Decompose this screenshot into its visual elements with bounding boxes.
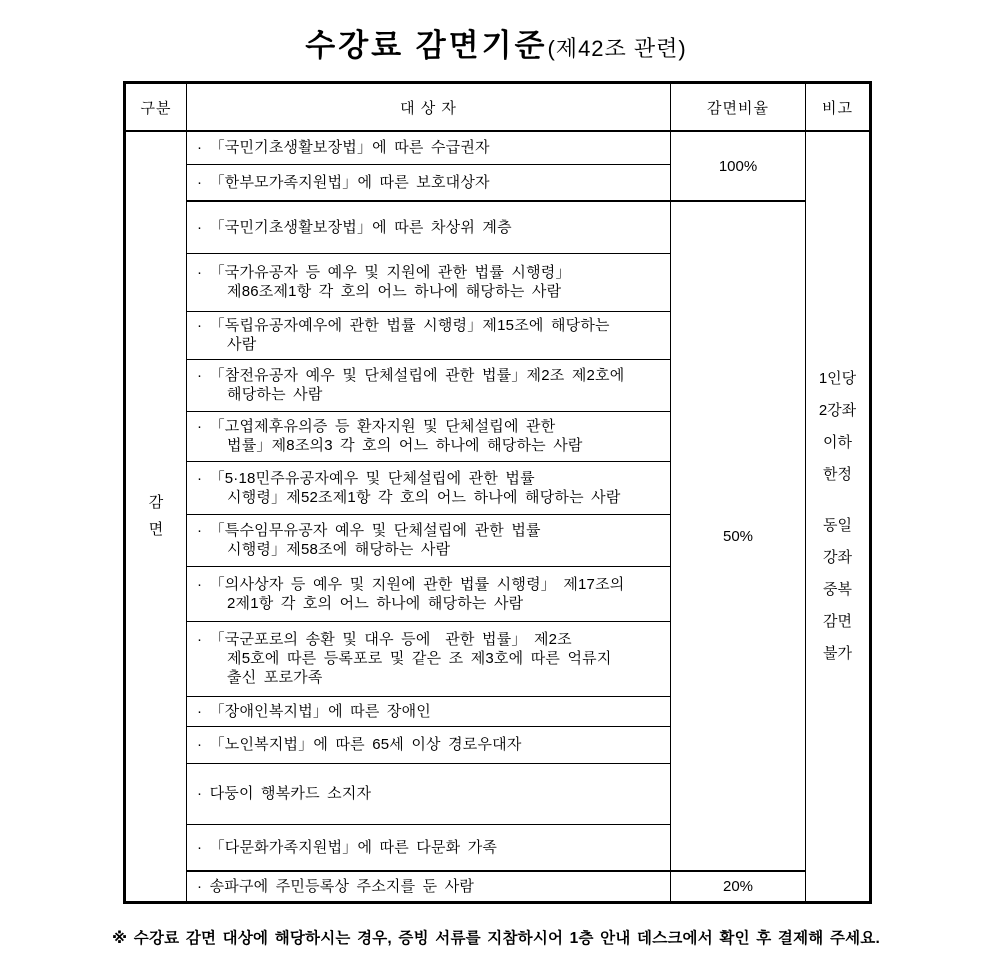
- note-line: 불가: [823, 644, 852, 662]
- table-row: [125, 201, 871, 253]
- target-cell: [187, 871, 671, 902]
- target-cell: [187, 824, 671, 871]
- target-cell: [187, 411, 671, 461]
- note-limit-group: [806, 363, 869, 491]
- target-line: 제5호에 따른 등록포로 및 같은 조 제3호에 따른 억류지: [227, 650, 612, 667]
- title-main: 수강료 감면기준: [305, 28, 548, 63]
- rate-cell-100: 100%: [671, 131, 806, 201]
- header-row: [125, 83, 871, 132]
- footnote: ※ 수강료 감면 대상에 해당하시는 경우, 증빙 서류를 지참하시어 1층 안내 데스크에서 확인 후 결제해 주세요.: [112, 929, 880, 947]
- target-cell: [187, 311, 671, 359]
- target-cell: [187, 763, 671, 824]
- target-line: · 다둥이 행복카드 소지자: [197, 785, 372, 802]
- category-cell: [125, 131, 187, 902]
- target-line: · 송파구에 주민등록상 주소지를 둔 사람: [197, 877, 475, 895]
- category-char: 감: [148, 494, 164, 512]
- note-line: 이하: [823, 433, 852, 451]
- target-line: 해당하는 사람: [227, 386, 323, 403]
- category-char: 면: [148, 521, 164, 539]
- note-line: 강좌: [823, 548, 852, 566]
- target-line: · 「다문화가족지원법」에 따른 다문화 가족: [197, 838, 498, 856]
- target-line: · 「고엽제후유의증 등 환자지원 및 단체설립에 관한: [197, 418, 556, 435]
- target-cell: [187, 726, 671, 763]
- target-line: 제86조제1항 각 호의 어느 하나에 해당하는 사람: [227, 283, 562, 300]
- target-line: 시행령」제52조제1항 각 호의 어느 하나에 해당하는 사람: [227, 488, 621, 506]
- target-cell: [187, 461, 671, 514]
- target-cell: [187, 621, 671, 696]
- target-line: · 「장애인복지법」에 따른 장애인: [197, 702, 431, 720]
- target-line: · 「한부모가족지원법」에 따른 보호대상자: [197, 173, 490, 191]
- target-line: · 「특수임무유공자 예우 및 단체설립에 관한 법률: [197, 522, 541, 539]
- target-cell: [187, 201, 671, 253]
- rate-cell-20: 20%: [671, 871, 806, 902]
- note-line: 동일: [823, 516, 852, 534]
- page-title: [0, 0, 992, 65]
- target-cell: [187, 253, 671, 311]
- table-row: [125, 131, 871, 164]
- note-line: 감면: [823, 612, 852, 630]
- target-line: 사람: [227, 336, 257, 353]
- reduction-criteria-table: [123, 81, 872, 904]
- note-line: 중복: [823, 580, 852, 598]
- target-line: 시행령」제58조에 해당하는 사람: [227, 541, 451, 558]
- target-cell: [187, 514, 671, 566]
- title-sub: (제42조 관련): [547, 36, 687, 61]
- target-cell: [187, 359, 671, 411]
- target-line: · 「노인복지법」에 따른 65세 이상 경로우대자: [197, 736, 522, 753]
- table-row: [125, 871, 871, 902]
- target-line: · 「국가유공자 등 예우 및 지원에 관한 법률 시행령」: [197, 264, 571, 281]
- note-cell: [806, 131, 871, 902]
- target-line: · 「5·18민주유공자예우 및 단체설립에 관한 법률: [197, 469, 535, 487]
- target-line: 법률」제8조의3 각 호의 어느 하나에 해당하는 사람: [227, 437, 583, 454]
- target-cell: [187, 131, 671, 164]
- col-header-note: 비고: [806, 83, 871, 132]
- col-header-rate: 감면비율: [671, 83, 806, 132]
- target-cell: [187, 164, 671, 201]
- target-line: 2제1항 각 호의 어느 하나에 해당하는 사람: [227, 594, 524, 612]
- target-line: · 「독립유공자예우에 관한 법률 시행령」제15조에 해당하는: [197, 317, 610, 334]
- note-line: 2강좌: [818, 401, 857, 419]
- note-line: 한정: [823, 465, 852, 483]
- target-line: · 「국민기초생활보장법」에 따른 차상위 계층: [197, 218, 512, 236]
- col-header-category: 구분: [125, 83, 187, 132]
- target-line: · 「국군포로의 송환 및 대우 등에 관한 법률」 제2조: [197, 631, 572, 648]
- target-cell: [187, 696, 671, 726]
- target-line: · 「의사상자 등 예우 및 지원에 관한 법률 시행령」 제17조의: [197, 575, 625, 593]
- target-line: · 「참전유공자 예우 및 단체설립에 관한 법률」제2조 제2호에: [197, 367, 625, 384]
- col-header-target: 대 상 자: [187, 83, 671, 132]
- target-line: 출신 포로가족: [227, 669, 323, 686]
- target-cell: [187, 566, 671, 621]
- rate-cell-50: 50%: [671, 201, 806, 871]
- note-duplicate-group: [806, 510, 869, 670]
- target-line: · 「국민기초생활보장법」에 따른 수급권자: [197, 139, 490, 157]
- note-line: 1인당: [818, 369, 857, 387]
